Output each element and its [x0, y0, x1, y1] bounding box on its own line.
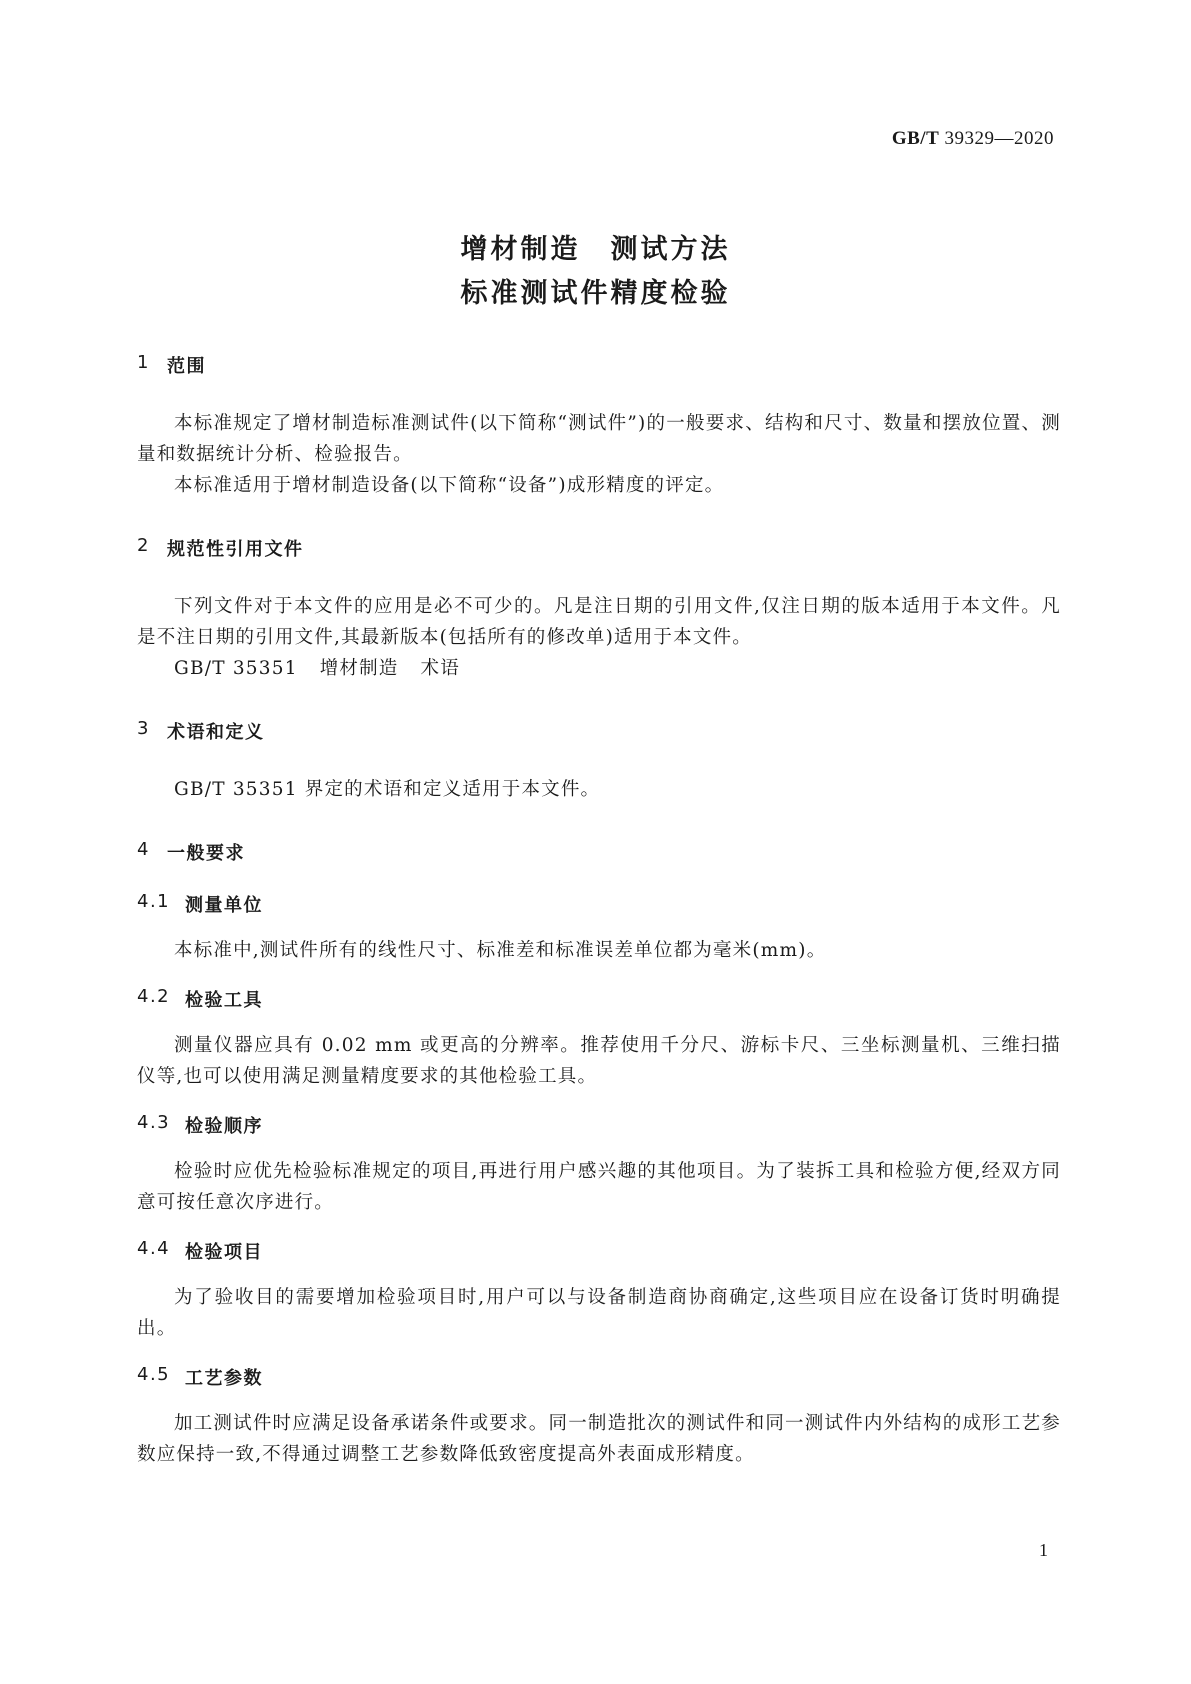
standard-code-number: 39329—2020: [944, 128, 1054, 149]
section-heading-3: [137, 718, 1061, 744]
title-line-1: 增材制造 测试方法: [460, 234, 731, 265]
subsection-heading-4-1: [137, 891, 1061, 917]
paragraph: 为了验收目的需要增加检验项目时,用户可以与设备制造商协商确定,这些项目应在设备订货时明确提出。: [137, 1287, 1061, 1339]
standard-code-prefix: GB/T: [891, 128, 940, 149]
paragraph: 本标准规定了增材制造标准测试件(以下简称“测试件”)的一般要求、结构和尺寸、数量和摆放位置、测量和数据统计分析、检验报告。: [137, 413, 1061, 465]
reference-title-b: 术语: [420, 658, 460, 679]
section-number: 1: [137, 352, 150, 373]
normative-reference: [137, 653, 1061, 684]
paragraph: 加工测试件时应满足设备承诺条件或要求。同一制造批次的测试件和同一测试件内外结构的成形工艺参数应保持一致,不得通过调整工艺参数降低致密度提高外表面成形精度。: [137, 1413, 1061, 1465]
subsection-number: 4.5: [137, 1364, 171, 1385]
subsection-heading-4-2: [137, 986, 1061, 1012]
section-title: 规范性引用文件: [167, 539, 304, 560]
paragraph: 检验时应优先检验标准规定的项目,再进行用户感兴趣的其他项目。为了装拆工具和检验方便,经双方同意可按任意次序进行。: [137, 1161, 1061, 1213]
section-heading-4: [137, 839, 1061, 865]
reference-code: GB/T 35351: [174, 658, 298, 679]
paragraph: 下列文件对于本文件的应用是必不可少的。凡是注日期的引用文件,仅注日期的版本适用于本文件。凡是不注日期的引用文件,其最新版本(包括所有的修改单)适用于本文件。: [137, 596, 1061, 648]
subsection-title: 检验顺序: [185, 1116, 263, 1137]
section-heading-2: [137, 535, 1061, 561]
section-title: 一般要求: [167, 843, 245, 864]
section-title: 术语和定义: [167, 722, 265, 743]
subsection-number: 4.3: [137, 1112, 171, 1133]
paragraph: GB/T 35351 界定的术语和定义适用于本文件。: [174, 779, 601, 800]
section-heading-1: [137, 352, 1061, 378]
section-number: 4: [137, 839, 150, 860]
section-number: 3: [137, 718, 150, 739]
paragraph: 测量仪器应具有 0.02 mm 或更高的分辨率。推荐使用千分尺、游标卡尺、三坐标测量机、三维扫描仪等,也可以使用满足测量精度要求的其他检验工具。: [137, 1035, 1061, 1087]
subsection-title: 检验项目: [185, 1242, 263, 1263]
subsection-title: 测量单位: [185, 895, 263, 916]
subsection-number: 4.4: [137, 1238, 171, 1259]
subsection-heading-4-5: [137, 1364, 1061, 1390]
subsection-number: 4.1: [137, 891, 171, 912]
standard-code: [892, 128, 1054, 150]
subsection-title: 检验工具: [185, 990, 263, 1011]
section-number: 2: [137, 535, 150, 556]
title-line-2: 标准测试件精度检验: [460, 278, 731, 309]
subsection-heading-4-4: [137, 1238, 1061, 1264]
paragraph: 本标准中,测试件所有的线性尺寸、标准差和标准误差单位都为毫米(mm)。: [174, 940, 827, 961]
reference-title-a: 增材制造: [319, 658, 399, 679]
subsection-number: 4.2: [137, 986, 171, 1007]
document-title: [0, 228, 1191, 316]
section-title: 范围: [167, 356, 206, 377]
page-number: 1: [1039, 1540, 1048, 1560]
paragraph: 本标准适用于增材制造设备(以下简称“设备”)成形精度的评定。: [174, 475, 725, 496]
subsection-title: 工艺参数: [185, 1368, 263, 1389]
document-body: [137, 352, 1061, 1470]
subsection-heading-4-3: [137, 1112, 1061, 1138]
